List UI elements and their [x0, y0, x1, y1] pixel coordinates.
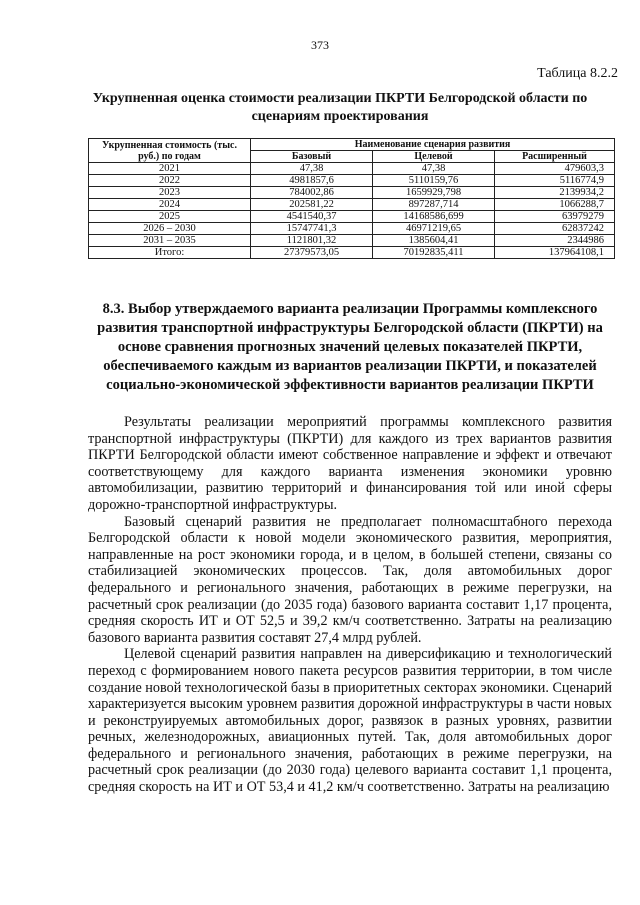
cell-total-target: 70192835,411: [373, 247, 495, 259]
cell-year: 2023: [89, 187, 251, 199]
cell-target: 1659929,798: [373, 187, 495, 199]
table-label: Таблица 8.2.2: [537, 66, 618, 81]
table-row: [89, 175, 615, 187]
header-scenario-base: Базовый: [251, 151, 373, 163]
table-row: [89, 211, 615, 223]
cell-extended: 5116774,9: [495, 175, 615, 187]
cell-year: 2024: [89, 199, 251, 211]
cell-base: 1121801,32: [251, 235, 373, 247]
cell-target: 5110159,76: [373, 175, 495, 187]
body-text: [88, 414, 612, 796]
paragraph: Результаты реализации мероприятий программы комплексного развития транспортной инфраструктуры (ПКРТИ) для каждого из трех вариантов развития ПКРТИ Белгородской области имеют собственное направление и эффект и отвечают соответствующему для каждого варианта изменения экономики уровню автомобилизации, развитию территорий и финансирования той или иной сферы дорожно-транспортной инфраструктуры.: [88, 414, 612, 513]
cell-total-label: Итого:: [89, 247, 251, 259]
paragraph: Целевой сценарий развития направлен на диверсификацию и технологический переход с формированием нового пакета ресурсов развития территории, в том числе создание новой технологической базы в приоритетных секторах экономики. Сценарий характеризуется высоким уровнем развития дорожной инфраструктуры в части новых и реконструируемых автомобильных дорог, развязок в разных уровнях, развитии речных, железнодорожных, авиационных путей. Так, доля автомобильных дорог федерального и регионального значения, работающих в режиме перегрузки, на расчетный срок реализации (до 2030 года) целевого варианта составит 1,1 процента, средняя скорость на ИТ и ОТ 53,4 и 41,2 км/ч соответственно. Затраты на реализацию: [88, 646, 612, 796]
table-title: Укрупненная оценка стоимости реализации ПКРТИ Белгородской области по сценариям проектирования: [92, 91, 588, 124]
section-heading: 8.3. Выбор утверждаемого варианта реализации Программы комплексного развития транспортной инфраструктуры Белгородской области (ПКРТИ) на основе сравнения прогнозных значений целевых показателей ПКРТИ, обеспечиваемого каждым из вариантов реализации ПКРТИ, и показателей социально-экономической эффективности вариантов реализации ПКРТИ: [97, 301, 603, 393]
cell-year: 2031 – 2035: [89, 235, 251, 247]
cell-target: 47,38: [373, 163, 495, 175]
table-row: [89, 235, 615, 247]
cell-target: 1385604,41: [373, 235, 495, 247]
cell-extended: 62837242: [495, 223, 615, 235]
cell-year: 2025: [89, 211, 251, 223]
cell-target: 14168586,699: [373, 211, 495, 223]
cell-total-extended: 137964108,1: [495, 247, 615, 259]
cell-extended: 63979279: [495, 211, 615, 223]
cell-base: 47,38: [251, 163, 373, 175]
table-row: [89, 223, 615, 235]
cell-target: 46971219,65: [373, 223, 495, 235]
table-row: [89, 187, 615, 199]
cell-base: 784002,86: [251, 187, 373, 199]
cell-year: 2022: [89, 175, 251, 187]
cell-total-base: 27379573,05: [251, 247, 373, 259]
table-row: [89, 163, 615, 175]
paragraph: Базовый сценарий развития не предполагает полномасштабного перехода Белгородской области к новой модели экономического развития, мероприятия, направленные на рост экономики города, и в целом, в большей степени, связаны со стабилизацией экономических процессов. Так, доля автомобильных дорог федерального и регионального значения, работающих в режиме перегрузки, на расчетный срок реализации (до 2035 года) базового варианта составит 1,17 процента, средняя скорость ИТ и ОТ 52,5 и 39,2 км/ч соответственно. Затраты на реализацию базового варианта развития составят 27,4 млрд рублей.: [88, 513, 612, 646]
table-row: [89, 199, 615, 211]
cell-extended: 2344986: [495, 235, 615, 247]
cost-table: [88, 138, 615, 259]
page-number: 373: [311, 38, 329, 52]
header-scenario-target: Целевой: [373, 151, 495, 163]
cell-base: 4541540,37: [251, 211, 373, 223]
cell-base: 15747741,3: [251, 223, 373, 235]
cell-extended: 1066288,7: [495, 199, 615, 211]
cell-extended: 479603,3: [495, 163, 615, 175]
cell-target: 897287,714: [373, 199, 495, 211]
cell-year: 2021: [89, 163, 251, 175]
cell-extended: 2139934,2: [495, 187, 615, 199]
header-scenario-group: Наименование сценария развития: [251, 139, 615, 151]
cell-base: 202581,22: [251, 199, 373, 211]
cell-year: 2026 – 2030: [89, 223, 251, 235]
header-scenario-extended: Расширенный: [495, 151, 615, 163]
header-cost-by-year: Укрупненная стоимость (тыс. руб.) по годам: [89, 139, 251, 163]
table-total-row: [89, 247, 615, 259]
cell-base: 4981857,6: [251, 175, 373, 187]
